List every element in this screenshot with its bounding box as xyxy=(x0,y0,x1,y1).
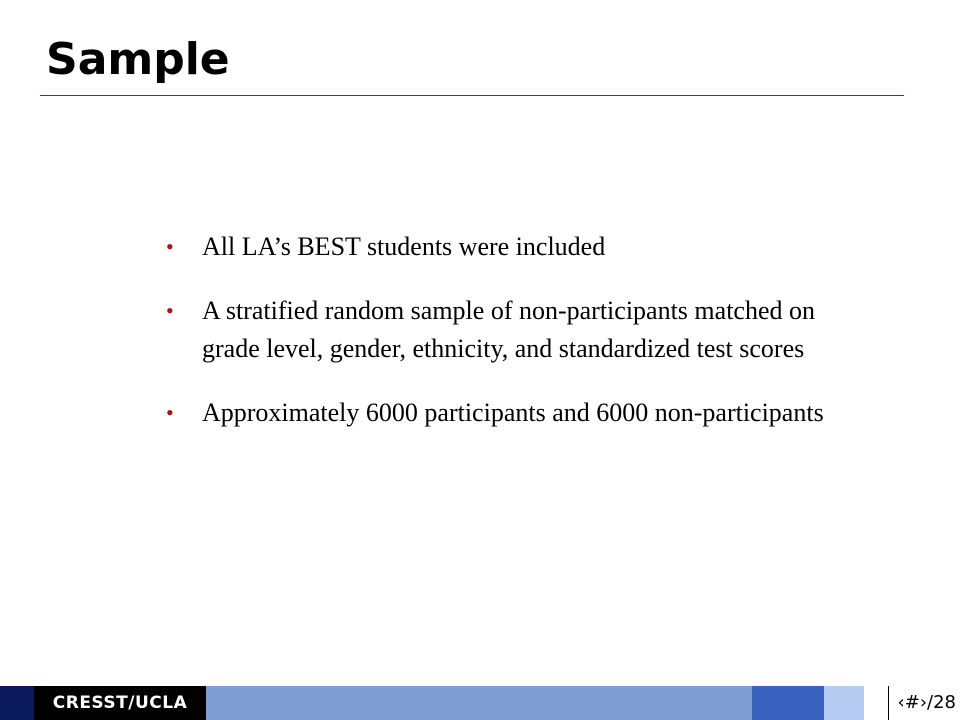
bullet-text: A stratified random sample of non-participants matched on grade level, gender, ethnicity, and standardized test scores xyxy=(202,296,815,363)
footer-segment-blue xyxy=(752,686,824,720)
footer-brand: CRESST/UCLA xyxy=(34,686,206,720)
footer-segment-white xyxy=(864,686,888,720)
bullet-text: Approximately 6000 participants and 6000 non-participants xyxy=(202,398,824,427)
footer-bar xyxy=(0,686,960,720)
footer-segment-mid xyxy=(206,686,752,720)
bullet-icon: • xyxy=(166,400,174,425)
bullet-icon: • xyxy=(166,298,174,323)
bullet-item xyxy=(166,394,856,432)
bullet-icon: • xyxy=(166,234,174,259)
bullet-item xyxy=(166,292,856,368)
bullet-text: All LA’s BEST students were included xyxy=(202,232,606,261)
footer-segment-light xyxy=(824,686,864,720)
bullet-item xyxy=(166,228,856,266)
slide-title: Sample xyxy=(46,34,230,85)
page-number: ‹#›/28 xyxy=(888,686,960,720)
footer-segment-dark xyxy=(0,686,34,720)
bullet-list xyxy=(166,228,856,458)
title-divider xyxy=(40,95,904,96)
